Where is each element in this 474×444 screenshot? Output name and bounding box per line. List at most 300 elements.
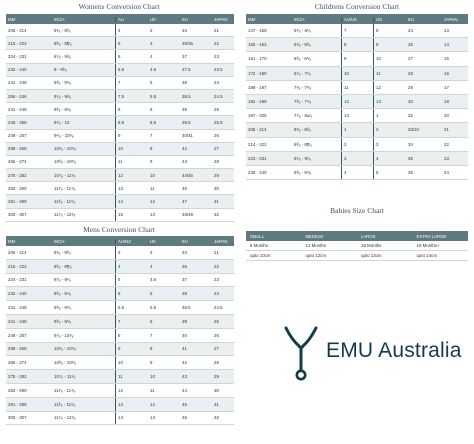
table-cell: 11³⁄₈ - 11⁶⁄₈ xyxy=(52,398,116,411)
table-row xyxy=(6,274,234,288)
table-cell: 13 xyxy=(376,99,381,105)
table-cell: 3 xyxy=(342,152,374,165)
table-cell: 25 xyxy=(408,42,413,48)
table-cell: 256 - 246 xyxy=(8,93,27,99)
table-cell: 9 xyxy=(376,42,379,48)
table-cell: 42 xyxy=(182,146,187,152)
table-cell: 23 xyxy=(214,53,219,59)
table-row xyxy=(6,90,234,103)
mens-header-cell: UK xyxy=(150,238,156,244)
babies-header-cell: EXTRA LARGE xyxy=(416,233,447,239)
table-cell: upto 12cm xyxy=(305,253,327,258)
table-cell: 258 - 265 xyxy=(8,346,27,352)
table-cell: 23.5 xyxy=(214,67,223,73)
emu-logo-icon xyxy=(282,326,322,382)
table-cell: 28 xyxy=(408,70,413,76)
table-cell: 33/34 xyxy=(408,127,419,133)
table-cell: 291 - 299 xyxy=(8,199,27,205)
table-cell: 224 - 231 xyxy=(8,53,27,59)
table-cell: 4.5 xyxy=(150,277,157,283)
table-cell: 12 xyxy=(150,401,155,407)
table-cell: 24.5 xyxy=(214,93,223,99)
table-cell: 283 - 290 xyxy=(8,387,27,393)
table-cell: 6 xyxy=(118,53,121,59)
table-cell: 182 - 189 xyxy=(248,99,267,105)
table-cell: 15 xyxy=(118,212,123,218)
table-cell: 34 xyxy=(182,27,187,33)
table-cell: 11 xyxy=(376,70,381,76)
table-cell: 10¹⁄₈ - 10⁴⁄₈ xyxy=(52,343,116,356)
table-cell: upto 13cm xyxy=(361,253,382,258)
table-cell: 31 xyxy=(214,199,219,205)
mens-chart-title: Mens Conversion Chart xyxy=(83,225,155,234)
table-cell: 206 - 214 xyxy=(8,27,27,33)
table-cell: 22 xyxy=(444,141,449,147)
table-cell: 224 - 231 xyxy=(8,277,27,283)
table-cell: 2 xyxy=(150,27,153,33)
table-cell: 35 xyxy=(408,155,413,161)
table-cell: 10 xyxy=(342,67,374,80)
table-cell: 9³⁄₈ - 9⁶⁄₈ xyxy=(52,301,116,314)
table-cell: 172 - 180 xyxy=(248,70,267,76)
table-cell: 48/49 xyxy=(182,212,193,218)
table-cell: 300 - 307 xyxy=(8,212,27,218)
table-cell: 275 - 282 xyxy=(8,172,27,178)
table-cell: 11 xyxy=(118,159,123,165)
table-row xyxy=(6,156,234,169)
table-row xyxy=(6,64,234,77)
table-cell: 2 xyxy=(342,138,374,151)
table-row xyxy=(246,241,468,251)
childrens-table xyxy=(246,14,468,180)
mens-table xyxy=(6,236,234,425)
table-row xyxy=(6,370,234,384)
table-cell: 8 xyxy=(118,106,121,112)
table-cell: 249 - 257 xyxy=(8,332,27,338)
table-cell: 47 xyxy=(182,199,187,205)
table-cell: 9 xyxy=(150,159,153,165)
table-cell: 8 xyxy=(376,28,379,34)
table-cell: 44/45 xyxy=(182,172,193,178)
table-cell: 14 xyxy=(118,415,123,421)
table-cell: 189 - 197 xyxy=(248,84,267,90)
table-cell: 14 xyxy=(444,42,449,48)
childrens-header-cell: EU xyxy=(408,16,414,22)
table-cell: 9 xyxy=(150,360,153,366)
table-cell: 215 - 223 xyxy=(8,40,27,46)
table-cell: 40 xyxy=(182,332,187,338)
table-cell: 14 xyxy=(118,199,123,205)
table-cell: 4 xyxy=(342,166,374,179)
table-row xyxy=(6,195,234,208)
table-cell: 283 - 290 xyxy=(8,185,27,191)
table-cell: 11⁷⁄₈ - 12¹⁄₈ xyxy=(52,412,116,425)
table-cell: 7³⁄₈ - 7⁴⁄₈ xyxy=(292,95,342,108)
table-cell: 10 xyxy=(150,172,155,178)
table-cell: 36 xyxy=(408,169,413,175)
table-cell: 8 xyxy=(150,146,153,152)
table-cell: 7.5 xyxy=(118,93,125,99)
table-cell: 18 xyxy=(444,99,449,105)
table-cell: 38 xyxy=(182,80,187,86)
table-cell: 10⁷⁄₈ - 11¹⁄₈ xyxy=(52,169,116,181)
table-cell: 214 - 222 xyxy=(248,141,267,147)
table-cell: 24 xyxy=(214,291,219,297)
table-row xyxy=(246,152,468,166)
table-cell: 21 xyxy=(214,249,219,255)
table-cell: 29 xyxy=(214,374,219,380)
womens-table-header xyxy=(6,14,234,24)
table-cell: 3 xyxy=(150,40,153,46)
table-cell: 8³⁄₈ - 8¶⁄₈ xyxy=(52,37,116,49)
table-cell: 30 xyxy=(408,99,413,105)
table-cell: 20 xyxy=(444,113,449,119)
table-cell: 22 xyxy=(214,40,219,46)
table-cell: 6 xyxy=(150,318,153,324)
table-cell: 15 xyxy=(444,56,449,62)
table-cell: 5 xyxy=(118,40,121,46)
table-cell: 8¹⁄₈ - 8³⁄₈ xyxy=(292,123,342,136)
table-row xyxy=(246,38,468,52)
table-cell: 27 xyxy=(214,346,219,352)
table-cell: 241 - 248 xyxy=(8,80,27,86)
table-cell: 13 xyxy=(342,109,374,122)
table-cell: upto 10cm xyxy=(250,253,271,258)
table-cell: 10 xyxy=(118,360,123,366)
table-cell: 7 xyxy=(342,24,374,37)
table-cell: 235 - 240 xyxy=(248,169,267,175)
table-row xyxy=(6,287,234,301)
brand-name: EMU Australia xyxy=(326,339,462,362)
table-cell: 11 xyxy=(150,185,155,191)
table-row xyxy=(246,52,468,66)
table-cell: 25 xyxy=(214,106,219,112)
babies-chart-title: Babies Size Chart xyxy=(330,206,384,215)
table-row xyxy=(6,143,234,156)
table-cell: 8¹⁄₈ - 8³⁄₈ xyxy=(52,246,116,259)
table-cell: 34 xyxy=(408,141,413,147)
table-cell: 25.5 xyxy=(214,119,223,125)
table-cell: 6.5 xyxy=(150,119,157,125)
table-cell: 249 - 257 xyxy=(8,133,27,139)
table-cell: 5⁷⁄₈ - 6¹⁄₈ xyxy=(292,24,342,37)
table-cell: 22 xyxy=(214,263,219,269)
womens-header-cell: JAPAN xyxy=(214,16,228,22)
table-cell: 37.5 xyxy=(182,67,191,73)
table-cell: 8 xyxy=(150,346,153,352)
table-cell: 26 xyxy=(214,133,219,139)
table-cell: 12 xyxy=(118,387,123,393)
table-cell: 266 - 274 xyxy=(8,159,27,165)
table-cell: 8³⁄₈ - 8¶⁄₈ xyxy=(292,138,342,151)
table-cell: 24 xyxy=(408,28,413,34)
table-cell: 7¹⁄₈ - 7⁶⁄₈ xyxy=(292,81,342,94)
table-row xyxy=(6,246,234,260)
table-row xyxy=(6,24,234,37)
table-row xyxy=(6,398,234,412)
table-cell: 13 xyxy=(118,401,123,407)
table-cell: 1 xyxy=(342,123,374,136)
table-cell: 12 xyxy=(118,172,123,178)
table-cell: 21 xyxy=(444,127,449,133)
table-cell: 8 xyxy=(342,38,374,51)
table-cell: 23 xyxy=(444,155,449,161)
table-cell: 6⁷⁄₈ - 7¹⁄₈ xyxy=(292,67,342,80)
table-cell: 46 xyxy=(182,415,187,421)
table-cell: 197 - 205 xyxy=(248,113,267,119)
table-row xyxy=(6,315,234,329)
table-cell: 206 - 214 xyxy=(248,127,267,133)
table-cell: 241 - 248 xyxy=(8,106,27,112)
table-cell: 8⁷⁄₈ - 9³⁄₈ xyxy=(52,50,116,62)
table-cell: 11¹⁄₈ - 11⁴⁄₈ xyxy=(52,182,116,194)
table-cell: 9 xyxy=(342,52,374,65)
table-cell: 3 xyxy=(118,249,121,255)
table-cell: 10³⁄₈ - 10⁶⁄₈ xyxy=(52,356,116,369)
table-cell: 16 xyxy=(444,70,449,76)
table-cell: 9 xyxy=(118,133,121,139)
table-cell: 7⁷⁄₈ - 8±⁄₈ xyxy=(292,109,342,122)
table-cell: 6.5 xyxy=(118,305,125,311)
childrens-header-cell: JAPAN xyxy=(444,16,458,22)
table-cell: 13 xyxy=(150,415,155,421)
table-cell: 8⁷⁄₈ - 9¹⁄₈ xyxy=(292,152,342,165)
table-cell: 8 xyxy=(118,332,121,338)
table-cell: 43 xyxy=(182,159,187,165)
table-cell: 9 - 9³⁄₈ xyxy=(52,64,116,76)
babies-header-cell: SMALL xyxy=(250,233,265,239)
table-cell: 8.5 xyxy=(118,119,125,125)
table-cell: 10 xyxy=(118,146,123,152)
table-cell: 9³⁄₈ - 9⁴⁄₈ xyxy=(292,166,342,179)
table-cell: 13 xyxy=(118,185,123,191)
table-row xyxy=(6,77,234,90)
table-cell: 5 xyxy=(376,169,379,175)
table-cell: 46 xyxy=(182,185,187,191)
table-cell: 12 xyxy=(150,199,155,205)
table-cell: 6¹⁄₈ - 6³⁄₈ xyxy=(292,38,342,51)
table-row xyxy=(246,166,468,180)
babies-header-cell: MEDIUM xyxy=(305,233,323,239)
table-cell: 266 - 274 xyxy=(8,360,27,366)
table-row xyxy=(246,138,468,152)
babies-table-header xyxy=(246,231,468,241)
womens-header-cell: EU xyxy=(182,16,188,22)
table-cell: 223 - 231 xyxy=(248,155,267,161)
table-row xyxy=(6,209,234,222)
table-cell: 24.5 xyxy=(214,305,223,311)
table-cell: 27 xyxy=(408,56,413,62)
table-cell: 27 xyxy=(214,146,219,152)
table-cell: 9⁶⁄₈ - 10¹⁄₈ xyxy=(52,130,116,142)
table-cell: 10³⁄₈ - 10⁶⁄₈ xyxy=(52,156,116,168)
table-cell: 39.5 xyxy=(182,119,191,125)
table-row xyxy=(246,251,468,261)
table-row xyxy=(6,116,234,129)
table-cell: 25 xyxy=(214,318,219,324)
table-cell: 7 xyxy=(118,80,121,86)
table-cell: 5 xyxy=(118,277,121,283)
table-cell: 18 Months+ xyxy=(416,243,440,248)
table-cell: 29 xyxy=(408,84,413,90)
womens-header-cell: INCH xyxy=(52,17,116,22)
childrens-chart-title: Childrens Conversion Chart xyxy=(314,2,400,11)
table-cell: 13 xyxy=(150,212,155,218)
table-cell: 161 - 170 xyxy=(248,56,267,62)
table-row xyxy=(6,412,234,426)
table-cell: 258 - 265 xyxy=(8,146,27,152)
table-row xyxy=(6,343,234,357)
table-cell: 39 xyxy=(182,106,187,112)
childrens-header-cell: MM xyxy=(248,16,256,22)
table-cell: 9³⁄₈ - 9⁶⁄₈ xyxy=(52,77,116,89)
table-cell: 11⁷⁄₈ - 12¹⁄₈ xyxy=(52,209,116,221)
table-cell: 206 - 214 xyxy=(8,249,27,255)
table-cell: 9⁷⁄₈ - 9³⁄₈ xyxy=(52,90,116,102)
table-row xyxy=(246,81,468,95)
table-row xyxy=(6,182,234,195)
table-cell: 13 xyxy=(444,28,449,34)
table-row xyxy=(6,260,234,274)
table-cell: 30 xyxy=(214,185,219,191)
table-cell: 10¹⁄₈ - 10⁴⁄₈ xyxy=(52,143,116,155)
table-cell: 9 xyxy=(118,346,121,352)
table-cell: 24 xyxy=(214,80,219,86)
table-cell: 24 xyxy=(444,169,449,175)
table-cell: 5.5 xyxy=(150,305,157,311)
table-cell: 241 - 248 xyxy=(8,318,27,324)
table-cell: 5.5 xyxy=(150,93,157,99)
table-cell: 3 xyxy=(376,141,379,147)
table-cell: 45 xyxy=(182,401,187,407)
table-cell: 18 Months xyxy=(361,243,382,248)
table-cell: 11³⁄₈ - 11⁶⁄₈ xyxy=(52,195,116,207)
table-cell: 215 - 223 xyxy=(8,263,27,269)
table-cell: 12 xyxy=(376,84,381,90)
table-cell: 155 - 163 xyxy=(248,42,267,48)
table-cell: 32 xyxy=(214,212,219,218)
mens-header-cell: AU/NZ xyxy=(118,238,131,244)
table-cell: 4 xyxy=(118,27,121,33)
childrens-header-cell: INCH xyxy=(292,17,342,22)
table-cell: 8⁷⁄₈ - 9¹⁄₈ xyxy=(52,274,116,287)
table-row xyxy=(6,50,234,63)
table-cell: 10 xyxy=(376,56,381,62)
table-cell: 9³⁄₈ - 9⁶⁄₈ xyxy=(52,315,116,328)
table-row xyxy=(246,95,468,109)
mens-table-header xyxy=(6,236,234,246)
table-cell: 232 - 240 xyxy=(8,67,27,73)
womens-header-cell: AU xyxy=(118,16,124,22)
table-cell: 241 - 248 xyxy=(8,305,27,311)
table-cell: 11¹⁄₈ - 11⁴⁄₈ xyxy=(52,384,116,397)
table-cell: 10 xyxy=(150,374,155,380)
table-row xyxy=(6,356,234,370)
table-cell: 43 xyxy=(182,374,187,380)
womens-header-cell: MM xyxy=(8,16,16,22)
table-cell: 21 xyxy=(214,27,219,33)
table-cell: 28 xyxy=(214,360,219,366)
table-cell: 9³⁄₈ - 9⁴⁄₈ xyxy=(52,287,116,300)
table-cell: upto 14cm xyxy=(416,253,438,258)
table-cell: 4 xyxy=(150,263,153,269)
table-cell: 147 - 155 xyxy=(248,28,267,34)
table-cell: 44 xyxy=(182,387,187,393)
table-cell: 34 xyxy=(182,249,187,255)
table-cell: 39 xyxy=(182,318,187,324)
table-row xyxy=(6,103,234,116)
mens-header-cell: MM xyxy=(8,238,16,244)
table-cell: 7 xyxy=(150,332,153,338)
childrens-header-cell: AU/UK xyxy=(342,17,374,22)
table-cell: 4 xyxy=(118,263,121,269)
table-cell: 7 xyxy=(150,133,153,139)
table-cell: 10⁷⁄₈ - 11¹⁄₈ xyxy=(52,370,116,383)
table-cell: 38 xyxy=(182,291,187,297)
womens-chart-title: Womens Conversion Chart xyxy=(78,2,160,11)
table-cell: 37 xyxy=(182,53,187,59)
table-row xyxy=(6,384,234,398)
table-cell: 11 xyxy=(118,374,123,380)
womens-header-cell: UK xyxy=(150,16,156,22)
table-cell: 9³⁄₈ - 9⁶⁄₈ xyxy=(52,103,116,115)
table-row xyxy=(6,130,234,143)
table-cell: 12 Months xyxy=(305,243,327,248)
table-cell: 30 xyxy=(214,387,219,393)
table-cell: 32 xyxy=(214,415,219,421)
table-cell: 4 xyxy=(376,155,379,161)
table-cell: 11 xyxy=(150,387,155,393)
table-row xyxy=(246,67,468,81)
table-cell: 23 xyxy=(214,277,219,283)
table-cell: 6 Months xyxy=(250,243,269,248)
table-cell: 8¹⁄₈ - 8³⁄₈ xyxy=(52,24,116,36)
table-cell: 31 xyxy=(214,401,219,407)
table-cell: 5 xyxy=(150,291,153,297)
table-cell: 9⁷⁄₈ - 10¹⁄₈ xyxy=(52,329,116,342)
table-cell: 28 xyxy=(214,159,219,165)
table-cell: 232 - 240 xyxy=(8,291,27,297)
table-cell: 26 xyxy=(214,332,219,338)
mens-header-cell: EU xyxy=(182,238,188,244)
table-row xyxy=(6,169,234,182)
table-cell: 35/36 xyxy=(182,40,193,46)
table-cell: 6.5 xyxy=(118,67,125,73)
table-cell: 245 - 255 xyxy=(8,119,27,125)
table-cell: 11 xyxy=(342,81,374,94)
table-cell: 41 xyxy=(182,346,187,352)
table-cell: 12 xyxy=(342,95,374,108)
table-row xyxy=(246,24,468,38)
table-cell: 38.5 xyxy=(182,305,191,311)
table-cell: 300 - 307 xyxy=(8,415,27,421)
table-cell: 35 xyxy=(182,263,187,269)
childrens-table-header xyxy=(246,14,468,24)
table-cell: 37 xyxy=(182,277,187,283)
table-cell: 40/41 xyxy=(182,133,193,139)
table-row xyxy=(6,301,234,315)
table-cell: 2 xyxy=(376,127,379,133)
brand-logo xyxy=(282,326,462,382)
table-cell: 6 xyxy=(118,291,121,297)
table-cell: 1 xyxy=(376,113,379,119)
table-cell: 17 xyxy=(444,84,449,90)
table-row xyxy=(6,329,234,343)
table-cell: 6 xyxy=(150,106,153,112)
table-cell: 6³⁄₈ - 6⁶⁄₈ xyxy=(292,52,342,65)
table-row xyxy=(246,109,468,123)
childrens-header-cell: US xyxy=(376,16,382,22)
